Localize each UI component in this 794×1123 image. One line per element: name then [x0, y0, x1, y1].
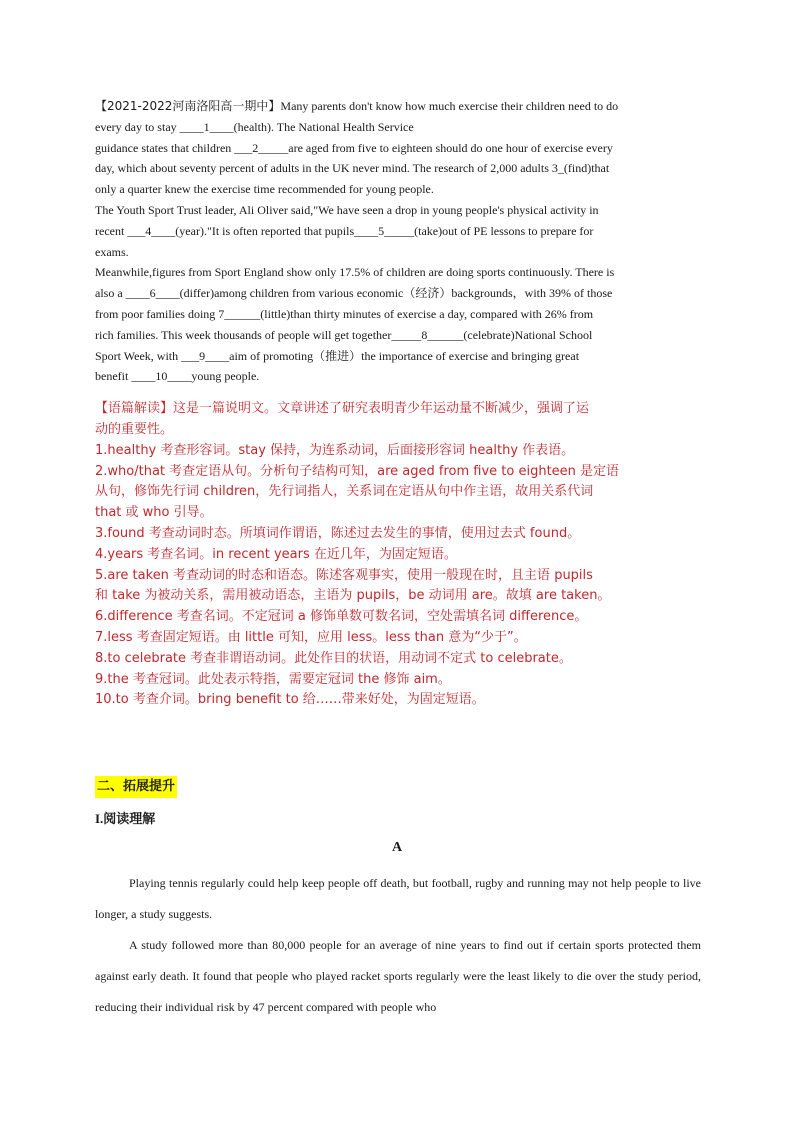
cloze-line-2: every day to stay ____1____(health). The National Health Service [95, 119, 414, 134]
cloze-line-7: recent ___4____(year)."It is often reported that pupils____5_____(take)out of PE lessons to prepare for [95, 223, 594, 238]
cloze-line-1: 【2021-2022河南洛阳高一期中】Many parents don't know how much exercise their children need to do [95, 99, 619, 113]
cloze-line-5: only a quarter knew the exercise time recommended for young people. [95, 182, 434, 197]
cloze-line-6: The Youth Sport Trust leader, Ali Oliver said,"We have seen a drop in young people's physical activity in [95, 202, 599, 217]
cloze-line-12: rich families. This week thousands of people will get together_____8______(celebrate)National School [95, 327, 593, 342]
answer-explanation [95, 399, 701, 711]
explanation-line: 动的重要性。 [95, 421, 174, 437]
explanation-line: 从句，修饰先行词 children，先行词指人，关系词在定语从句中作主语，故用关系代词 [95, 484, 594, 500]
cloze-line-11: from poor families doing 7______(little)than thirty minutes of exercise a day, compared with 26% from [95, 306, 594, 321]
section-title: 二、拓展提升 [95, 776, 177, 798]
explanation-line: 4.years 考查名词。in recent years 在近几年，为固定短语。 [95, 546, 457, 562]
cloze-passage [95, 96, 701, 387]
explanation-line: 【语篇解读】这是一篇说明文。文章讲述了研究表明青少年运动量不断减少，强调了运 [95, 401, 590, 417]
explanation-line: 2.who/that 考查定语从句。分析句子结构可知，are aged from five to eighteen 是定语 [95, 463, 620, 479]
explanation-line: 9.the 考查冠词。此处表示特指，需要定冠词 the 修饰 aim。 [95, 671, 451, 687]
reading-paragraph-2: A study followed more than 80,000 people for an average of nine years to find out if certain sports protected them against early death. It found that people who played racket sports regularly were the least likely to die over the study period, reducing their individual risk by 47 percent compared with people who [95, 938, 701, 1014]
section-subtitle: I.阅读理解 [95, 811, 156, 826]
explanation-line: 5.are taken 考查动词的时态和语态。陈述客观事实，使用一般现在时，且主语 pupils [95, 567, 593, 583]
cloze-line-9: Meanwhile,figures from Sport England show only 17.5% of children are doing sports continuously. There is [95, 265, 615, 280]
cloze-line-13: Sport Week, with ___9____aim of promoting（推进）the importance of exercise and bringing great [95, 348, 580, 363]
explanation-line: 10.to 考查介词。bring benefit to 给……带来好处，为固定短语。 [95, 692, 485, 708]
cloze-line-4: day, which about seventy percent of adults in the UK never mind. The research of 2,000 adults 3_(find)that [95, 161, 610, 176]
cloze-line-10: also a ____6____(differ)among children from various economic（经济）backgrounds，with 39% of those [95, 286, 613, 301]
explanation-line: 6.difference 考查名词。不定冠词 a 修饰单数可数名词，空处需填名词 difference。 [95, 609, 588, 625]
explanation-line: 7.less 考查固定短语。由 little 可知，应用 less。less than 意为“少于”。 [95, 629, 527, 645]
cloze-line-14: benefit ____10____young people. [95, 369, 260, 384]
explanation-line: 8.to celebrate 考查非谓语动词。此处作目的状语，用动词不定式 to celebrate。 [95, 650, 572, 666]
explanation-line: 和 take 为被动关系，需用被动语态，主语为 pupils，be 动词用 are。故填 are taken。 [95, 588, 611, 604]
explanation-line: that 或 who 引导。 [95, 505, 213, 521]
source-tag: 【2021-2022河南洛阳高一期中】 [95, 99, 281, 113]
explanation-line: 1.healthy 考查形容词。stay 保持，为连系动词，后面接形容词 healthy 作表语。 [95, 442, 575, 458]
cloze-line-3: guidance states that children ___2_____are aged from five to eighteen should do one hour of exercise every [95, 140, 613, 155]
cloze-block [95, 96, 701, 711]
cloze-line-8: exams. [95, 244, 129, 259]
reading-passage [95, 868, 701, 1023]
explanation-line: 3.found 考查动词时态。所填词作谓语，陈述过去发生的事情，使用过去式 found。 [95, 525, 581, 541]
reading-paragraph-1: Playing tennis regularly could help keep people off death, but football, rugby and running may not help people to live longer, a study suggests. [95, 876, 701, 921]
passage-letter: A [391, 840, 403, 855]
